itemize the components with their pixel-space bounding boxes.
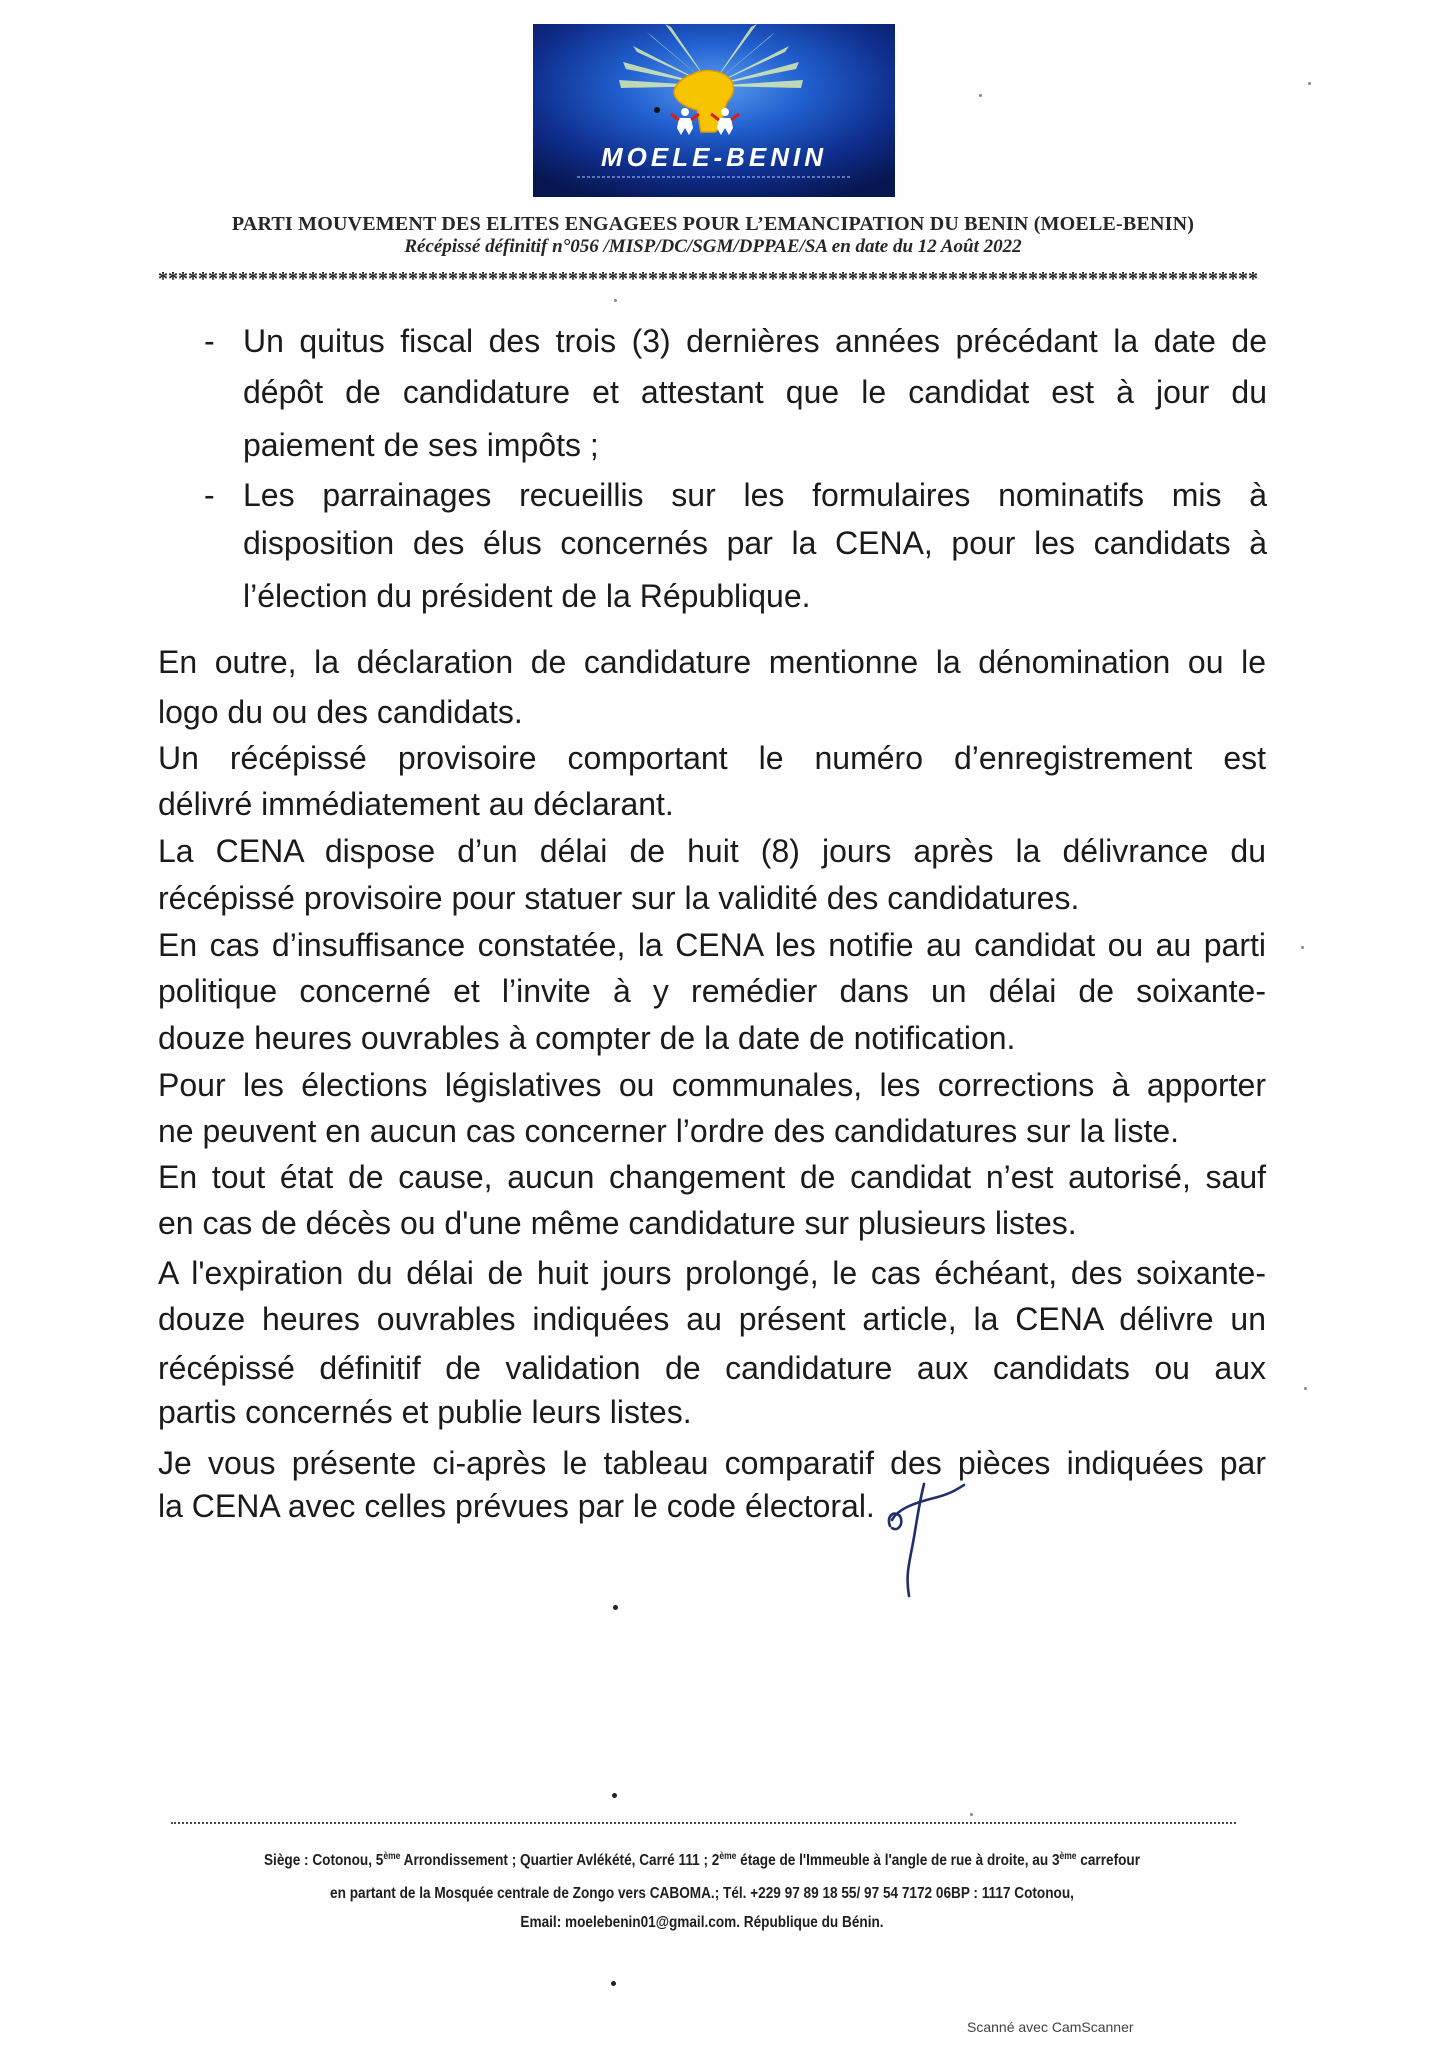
footer-address [105, 1851, 1298, 1871]
bullet-line: Un quitus fiscal des trois (3) dernières années précédant la date de [243, 323, 1267, 359]
party-name: PARTI MOUVEMENT DES ELITES ENGAGEES POUR L’EMANCIPATION DU BENIN (MOELE-BENIN) [231, 213, 1195, 235]
footer-divider [171, 1822, 1236, 1824]
footer-text: étage de l'Immeuble à l'angle de rue à droite, au 3 [736, 1852, 1060, 1869]
bullet-line: disposition des élus concernés par la CENA, pour les candidats à [243, 525, 1267, 561]
footer-email: Email: moelebenin01@gmail.com. République du Bénin. [520, 1914, 884, 1931]
logo-dot [654, 107, 660, 113]
body-line: récépissé définitif de validation de candidature aux candidats ou aux [158, 1350, 1266, 1386]
body-line: récépissé provisoire pour statuer sur la validité des candidatures. [158, 880, 1080, 916]
registration-receipt: Récépissé définitif n°056 /MISP/DC/SGM/DPPAE/SA en date du 12 Août 2022 [404, 236, 1022, 257]
bullet-marker: - [204, 477, 215, 513]
body-line: A l'expiration du délai de huit jours prolongé, le cas échéant, des soixante- [158, 1255, 1266, 1291]
body-line: partis concernés et publie leurs listes. [158, 1394, 692, 1430]
footer-superscript: ème [1059, 1851, 1077, 1862]
body-line: la CENA avec celles prévues par le code électoral. [158, 1488, 875, 1524]
body-line: En outre, la déclaration de candidature mentionne la dénomination ou le [158, 644, 1266, 680]
scan-dot [611, 1981, 616, 1986]
scan-speck [970, 1813, 973, 1816]
body-line: politique concerné et l’invite à y remédier dans un délai de soixante- [158, 973, 1266, 1009]
bullet-line: dépôt de candidature et attestant que le candidat est à jour du [243, 374, 1267, 410]
scan-speck [1301, 946, 1304, 949]
body-line: Pour les élections législatives ou communales, les corrections à apporter [158, 1067, 1266, 1103]
body-line: En cas d’insuffisance constatée, la CENA les notifie au candidat ou au parti [158, 927, 1266, 963]
party-logo [533, 24, 895, 197]
body-line: Je vous présente ci-après le tableau comparatif des pièces indiquées par [158, 1445, 1266, 1481]
logo-graphic [533, 24, 895, 197]
scan-dot [613, 1605, 618, 1610]
body-line: délivré immédiatement au déclarant. [158, 786, 674, 822]
footer-text: carrefour [1076, 1852, 1141, 1869]
body-line: en cas de décès ou d'une même candidature sur plusieurs listes. [158, 1205, 1077, 1241]
body-line: La CENA dispose d’un délai de huit (8) jours après la délivrance du [158, 833, 1266, 869]
bullet-line: l’élection du président de la République. [243, 578, 811, 614]
footer-superscript: ème [383, 1851, 401, 1862]
bullet-marker: - [204, 323, 215, 359]
scan-speck [1308, 82, 1311, 85]
body-line: ne peuvent en aucun cas concerner l’ordre des candidatures sur la liste. [158, 1113, 1180, 1149]
scan-dot [612, 1793, 617, 1798]
body-line: logo du ou des candidats. [158, 694, 523, 730]
header-separator: ************************************************************************************************************** [158, 268, 1258, 290]
footer-directions-phone: en partant de la Mosquée centrale de Zongo vers CABOMA.; Tél. +229 97 89 18 55/ 97 54 7172 06BP : 1117 Cotonou, [330, 1885, 1074, 1902]
bullet-line: Les parrainages recueillis sur les formulaires nominatifs mis à [243, 477, 1267, 513]
footer-text: Siège : Cotonou, 5 [263, 1852, 384, 1869]
bullet-line: paiement de ses impôts ; [243, 427, 599, 463]
scanner-watermark: Scanné avec CamScanner [967, 2019, 1134, 2035]
body-line: Un récépissé provisoire comportant le numéro d’enregistrement est [158, 740, 1266, 776]
signature-initial [878, 1468, 978, 1608]
scan-speck [1304, 1387, 1307, 1390]
footer-text: Arrondissement ; Quartier Avlékété, Carré 111 ; 2 [400, 1852, 720, 1869]
scan-speck [979, 94, 982, 97]
body-line: En tout état de cause, aucun changement de candidat n’est autorisé, sauf [158, 1159, 1266, 1195]
body-line: douze heures ouvrables indiquées au présent article, la CENA délivre un [158, 1301, 1266, 1337]
body-line: douze heures ouvrables à compter de la date de notification. [158, 1020, 1016, 1056]
logo-wordmark: MOELE-BENIN [601, 142, 827, 172]
footer-superscript: ème [719, 1851, 737, 1862]
scan-speck [614, 299, 617, 302]
